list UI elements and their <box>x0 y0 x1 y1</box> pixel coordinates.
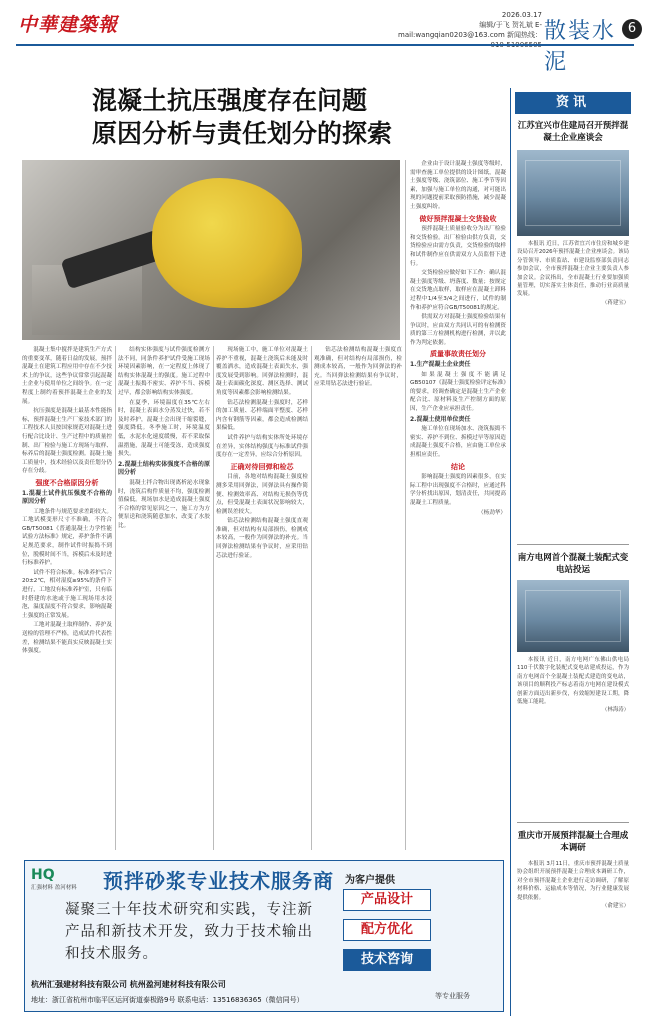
paragraph: 混凝土集中搅拌是建筑生产方式的重要变革，随着日益的发展，预拌混凝土在建筑工程应用中存在不少技术上的争议，这些争议常常引起混凝土企业与使用单位之间纷争。在一定程度上制约着预拌混凝土企业的发展。 <box>22 347 112 405</box>
author-credit: （杨劲华） <box>478 509 506 516</box>
paragraph: 钻芯法检测结构混凝土强度直观准确，但对结构有局部损伤，检测成本较高，一般作为回弹法的补充。当回弹法检测结果有争议时，应采用钻芯法进行验证。 <box>216 518 308 559</box>
advertisement <box>24 860 504 1012</box>
paragraph: 钻芯法检测混凝土强度时，芯样的加工质量、芯样端面平整度、芯样内含有钢筋等因素，都会造成检测结果偏低。 <box>216 399 308 432</box>
title-line-1: 混凝土抗压强度存在问题 <box>92 86 368 115</box>
concrete-test-photo <box>22 160 400 340</box>
news1-title: 江苏宜兴市住建局召开预拌混凝土企业座谈会 <box>517 121 629 143</box>
subheading: 1.混凝土试件抗压强度不合格的原因分析 <box>22 489 112 506</box>
news1-photo <box>517 150 629 236</box>
article-column-2 <box>118 346 210 850</box>
column-divider <box>213 346 214 850</box>
paragraph: 结构实体强度与试件强度检测方法不同，同条件养护试件受施工现场环境因素影响，在一定程度上体现了结构实体混凝土的强度。施工过程中混凝土振捣不密实、养护不当、拆模过早，都会影响结构实体强度。 <box>118 347 210 396</box>
logo-caption: 汇强材料 盈河材料 <box>31 885 77 891</box>
ad-company-names: 杭州汇强建材科技有限公司 杭州盈河建材科技有限公司 <box>31 980 226 989</box>
news2-text <box>517 656 629 816</box>
article-column-5 <box>410 160 506 850</box>
news2-credit: （林海涛） <box>602 707 629 714</box>
paragraph: 如果混凝土强度不能满足GB50107《混凝土强度检验评定标准》的要求，经调查确定是混凝土生产企业配合比、原材料及生产控制方面的原因，生产企业应承担责任。 <box>410 371 506 413</box>
news1-text <box>517 240 629 536</box>
paragraph: 混凝土拌合物出现离析泌水现象时，浇筑后构件质量不均，强度检测值偏低。现场加水是造成混凝土强度不合格的常见原因之一，施工方为方便泵送和浇筑随意加水，改变了水胶比。 <box>118 479 210 529</box>
paragraph: 目前，各地对结构混凝土强度检测多采用回弹法，回弹法具有操作简便、检测效率高、对结构无损伤等优点，但受混凝土表面状况影响较大，检测误差较大。 <box>216 474 308 515</box>
section-heading: 做好预拌混凝土交货验收 <box>419 214 497 223</box>
ad-contact: 地址：浙江省杭州市临平区运河街道泰极路9号 联系电话：13516836365（微信同号） <box>31 996 304 1004</box>
paragraph: 预拌混凝土质量验收分为出厂检验和交货检验。出厂检验由供方负责，交货检验应由需方负责，交货检验的取样和试件制作应在供需双方人员监督下进行。 <box>410 226 506 267</box>
subheading: 1.生产混凝土企业责任 <box>410 361 471 369</box>
paragraph: 工地对混凝土取样制作、养护及送检的管理不严格，造成试件代表性差，检测结果不能真实反映混凝土实体强度。 <box>22 622 112 655</box>
paragraph: 试件不符合标准。标准养护后合20±2℃，相对湿度≥95%的条件下进行，工地没有标准养护室，只有临时搭建的水池或于施工现场用水浸泡，温度湿度不符合要求，影响混凝土强度的正常发展。 <box>22 569 112 619</box>
section-title: 散装水泥 <box>544 19 617 75</box>
page-number-badge: 6 <box>622 19 642 39</box>
company-logo: HQ <box>31 867 55 883</box>
paragraph: 本报讯 3月11日，重庆市预拌混凝土质量协会组织开展预拌混凝土合理成本调研工作，对全市预拌混凝土企业进行走访调研，了解原材料价格、运输成本等情况，为行业健康发展提供依据。 <box>517 861 629 901</box>
section-heading: 正确对待回弹和检芯 <box>230 462 294 471</box>
service-formula-optimization: 配方优化 <box>343 919 431 941</box>
news2-photo <box>517 580 629 652</box>
paragraph: 现场施工中，施工单位对混凝土养护不重视，混凝土浇筑后未能及时覆盖洒水，造成混凝土表面失水，强度发展受到影响。回弹法检测时，混凝土表面碳化深度、测区选择、测试角度等因素都会影响检测结果。 <box>216 347 308 396</box>
section-heading: 强度不合格原因分析 <box>35 478 99 487</box>
ad-body-text: 凝聚三十年技术研究和实践，专注新产品和新技术开发，致力于技术输出和技术服务。 <box>65 902 313 962</box>
column-divider <box>115 346 116 850</box>
paragraph: 抗压强度是混凝土最基本性能指标，预拌混凝土生产厂家技术部门的工程技术人员按国家规范对混凝土进行配合比设计、生产过程中的质量控制、出厂检验与施工方现场与取样、标养后的混凝土强度检测。混凝土施工质量中，技术经验以及责任划分仍存在分歧。 <box>22 408 112 475</box>
ad-headline: 预拌砂浆专业技术服务商 <box>103 869 334 893</box>
section-heading: 质量事故责任划分 <box>430 350 486 359</box>
section-heading: 结论 <box>451 462 465 471</box>
service-product-design: 产品设计 <box>343 889 431 911</box>
news-divider <box>517 544 629 545</box>
subheading: 2.混凝土结构实体强度不合格的原因分析 <box>118 460 210 477</box>
issue-date: 2026.03.17 <box>501 11 542 19</box>
service-technical-consulting: 技术咨询 <box>343 949 431 971</box>
column-divider <box>405 160 406 850</box>
sidebar-header: 资讯 <box>515 92 631 114</box>
paragraph: 工地条件与规范要求差距较大。工地试模变形尺寸不准确，不符合GB/T50081《普通混凝土力学性能试验方法标准》规定，养护条件不满足规范要求，制作试件时振捣不到位，脱模时间不当，拆模后未及时进行标准养护。 <box>22 508 112 567</box>
article-column-3 <box>216 346 308 850</box>
column-divider <box>311 346 312 850</box>
paragraph: 施工单位在现场加水、浇筑振捣不密实、养护不到位、拆模过早等原因造成混凝土强度不合格，应由施工单位承担相应责任。 <box>410 426 506 458</box>
article-title <box>92 84 462 150</box>
article-column-1 <box>22 346 112 850</box>
news-divider <box>517 822 629 823</box>
paragraph: 供需双方对混凝土强度检验结果有争议时，应由双方共同认可的有检测资质的第三方检测机构进行检测，并以此作为判定依据。 <box>410 314 506 346</box>
paragraph: 本报讯 近日，江苏省宜兴市住房和城乡建设局召开2026年预拌混凝土企业座谈会。该局分管领导、市质监站、市建设监察部负责同志参加会议，全市预拌混凝土企业主要负责人参加会议。会议指出，全市混凝土行业要加强质量管理，切实落实主体责任，推动行业高质量发展。 <box>517 241 629 298</box>
paragraph: 在夏季，环境温度在35℃左右时，混凝土表面水分蒸发过快，若不及时养护，混凝土会出现干缩裂缝，强度降低。冬季施工时，环境温度低，水泥水化速度缓慢，若不采取保温措施，混凝土可能受冻，造成强度损失。 <box>118 399 210 458</box>
header-divider <box>16 44 634 46</box>
editor-contact: 编辑/于飞 贺礼斌 E-mail:wangqian0203@163.com 新闻热线： <box>398 21 542 39</box>
ad-tagline: 为客户提供 <box>345 875 395 886</box>
paragraph: 钻芯法检测结构混凝土强度直观准确，但对结构有局部损伤，检测成本较高，一般作为回弹法的补充。当回弹法检测结果有争议时，应采用钻芯法进行验证。 <box>314 347 402 388</box>
title-line-2: 原因分析与责任划分的探索 <box>92 119 393 148</box>
paragraph: 影响混凝土强度的因素很多，在实际工程中出现强度不合格时，应通过科学分析找出原因，划清责任，共同提高混凝土工程质量。 <box>410 474 506 506</box>
ad-service-suffix: 等专业服务 <box>435 992 470 1000</box>
paragraph: 交货检验应做好如下工作：确认混凝土强度等级、坍落度、数量；按规定在交货地点取样，取样应在混凝土卸料过程中1/4至3/4之间进行，试件的制作和养护应符合GB/T50081的规定。 <box>410 270 506 311</box>
subheading: 2.混凝土使用单位责任 <box>410 415 471 423</box>
sidebar-divider <box>510 88 511 1016</box>
paragraph: 试件养护与结构实体所处环境存在差异，实体结构强度与标准试件强度存在一定差异，应综合分析原因。 <box>216 434 308 459</box>
news3-credit: （俞建宝） <box>602 903 629 910</box>
paragraph: 企业由于设计混凝土强度等级时，需审查施工单位提供的设计图纸，混凝土强度等级、浇筑部位、施工季节等因素，加强与施工单位的沟通，对可能出现的问题提前采取预防措施，减少混凝土强度纠纷。 <box>410 161 506 210</box>
newspaper-logo: 中華建築報 <box>18 14 119 36</box>
news1-credit: （蒋建宝） <box>602 299 629 306</box>
news3-title: 重庆市开展预拌混凝土合理成本调研 <box>517 831 629 853</box>
news3-text <box>517 860 629 1016</box>
yellow-glove-image <box>152 178 302 308</box>
article-column-4 <box>314 346 402 850</box>
paragraph: 本报讯 近日，南方电网广东佛山供电局110千伏数字化装配式变电站建成投运，作为南方电网首个全混凝土装配式建造的变电站，该项目的顺利投产标志着南方电网在建设模式创新方面迈出新步伐，有效缩短建设工期，降低施工能耗。 <box>517 657 629 706</box>
news2-title: 南方电网首个混凝土装配式变电站投运 <box>517 553 629 575</box>
